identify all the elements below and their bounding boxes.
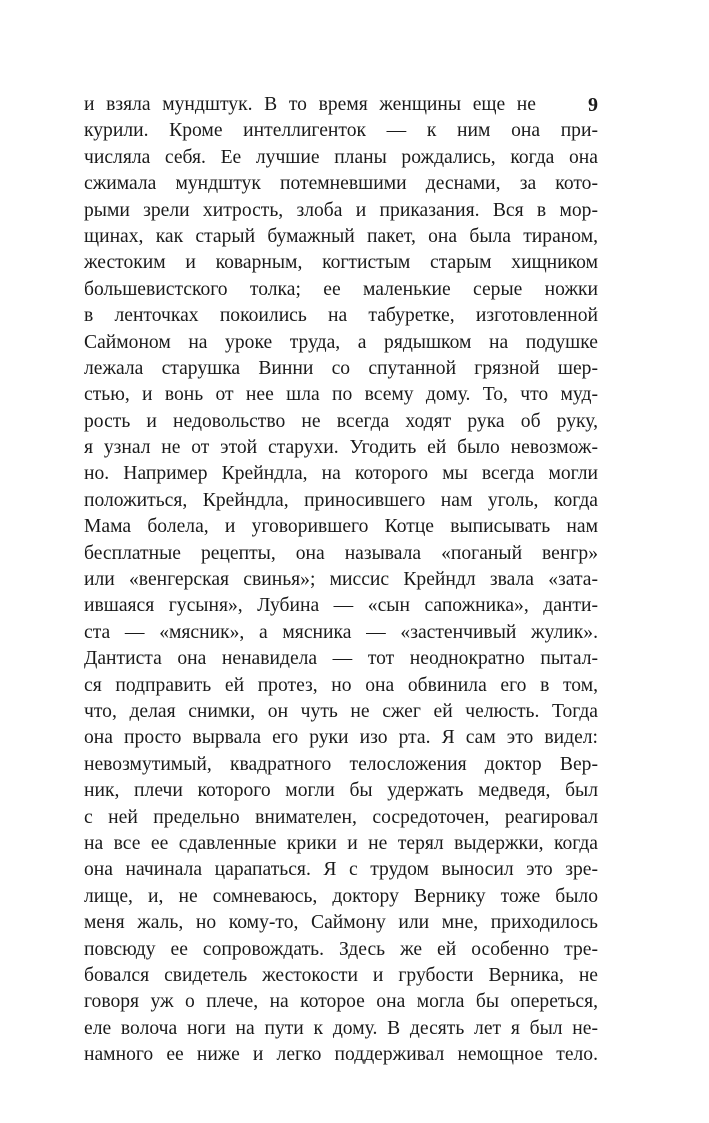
text-line: рость и недовольство не всегда ходят рука об руку, bbox=[84, 410, 598, 432]
text-line: невозмутимый, квадратного телосложения доктор Вер- bbox=[84, 753, 598, 775]
text-line: на все ее сдавленные крики и не терял выдержки, когда bbox=[84, 832, 598, 854]
text-line: большевистского толка; ее маленькие серые ножки bbox=[84, 278, 598, 300]
text-line: но. Например Крейндла, на которого мы всегда могли bbox=[84, 463, 598, 485]
text-line: бовался свидетель жестокости и грубости Верника, не bbox=[84, 964, 598, 986]
text-line: сжимала мундштук потемневшими деснами, за кото- bbox=[84, 173, 598, 195]
text-line: меня жаль, но кому-то, Саймону или мне, приходилось bbox=[84, 912, 598, 934]
text-line: числяла себя. Ее лучшие планы рождались, когда она bbox=[84, 146, 598, 168]
text-line: намного ее ниже и легко поддерживал немощное тело. bbox=[84, 1044, 598, 1066]
text-line: Дантиста она ненавидела — тот неоднократно пытал- bbox=[84, 648, 598, 670]
text-line: она просто вырвала его руки изо рта. Я сам это видел: bbox=[84, 727, 598, 749]
page-number: 9 bbox=[588, 94, 598, 116]
text-line: стью, и вонь от нее шла по всему дому. То, что муд- bbox=[84, 384, 598, 406]
text-line: ся подправить ей протез, но она обвинила его в том, bbox=[84, 674, 598, 696]
text-line: говоря уж о плече, на которое она могла бы опереться, bbox=[84, 991, 598, 1013]
text-line: бесплатные рецепты, она называла «поганый венгр» bbox=[84, 542, 598, 564]
text-line: что, делая снимки, он чуть не сжег ей челюсть. Тогда bbox=[84, 700, 598, 722]
text-line: лежала старушка Винни со спутанной грязной шер- bbox=[84, 357, 598, 379]
text-line: повсюду ее сопровождать. Здесь же ей особенно тре- bbox=[84, 938, 598, 960]
text-line: я узнал не от этой старухи. Угодить ей было невозмож- bbox=[84, 437, 598, 459]
text-line: ившаяся гусыня», Лубина — «сын сапожника», данти- bbox=[84, 595, 598, 617]
text-line: лище, и, не сомневаюсь, доктору Вернику тоже было bbox=[84, 885, 598, 907]
text-line: еле волоча ноги на пути к дому. В десять лет я был не- bbox=[84, 1017, 598, 1039]
text-line: ста — «мясник», а мясника — «застенчивый жулик». bbox=[84, 621, 598, 643]
text-line: Саймоном на уроке труда, а рядышком на подушке bbox=[84, 331, 598, 353]
text-line: положиться, Крейндла, приносившего нам уголь, когда bbox=[84, 489, 598, 511]
text-line: щинах, как старый бумажный пакет, она была тираном, bbox=[84, 225, 598, 247]
text-line: с ней предельно внимателен, сосредоточен, реагировал bbox=[84, 806, 598, 828]
text-line: ник, плечи которого могли бы удержать медведя, был bbox=[84, 780, 598, 802]
text-line: и взяла мундштук. В то время женщины еще не bbox=[84, 94, 536, 115]
body-text bbox=[84, 92, 598, 1068]
text-line: или «венгерская свинья»; миссис Крейндл звала «зата- bbox=[84, 569, 598, 591]
text-line: рыми зрели хитрость, злоба и приказания. Вся в мор- bbox=[84, 199, 598, 221]
text-line: жестоким и коварным, когтистым старым хищником bbox=[84, 252, 598, 274]
text-line: Мама болела, и уговорившего Котце выписывать нам bbox=[84, 516, 598, 538]
text-line: она начинала царапаться. Я с трудом выносил это зре- bbox=[84, 859, 598, 881]
text-line: курили. Кроме интеллигенток — к ним она при- bbox=[84, 120, 598, 142]
text-line: в ленточках покоились на табуретке, изготовленной bbox=[84, 305, 598, 327]
